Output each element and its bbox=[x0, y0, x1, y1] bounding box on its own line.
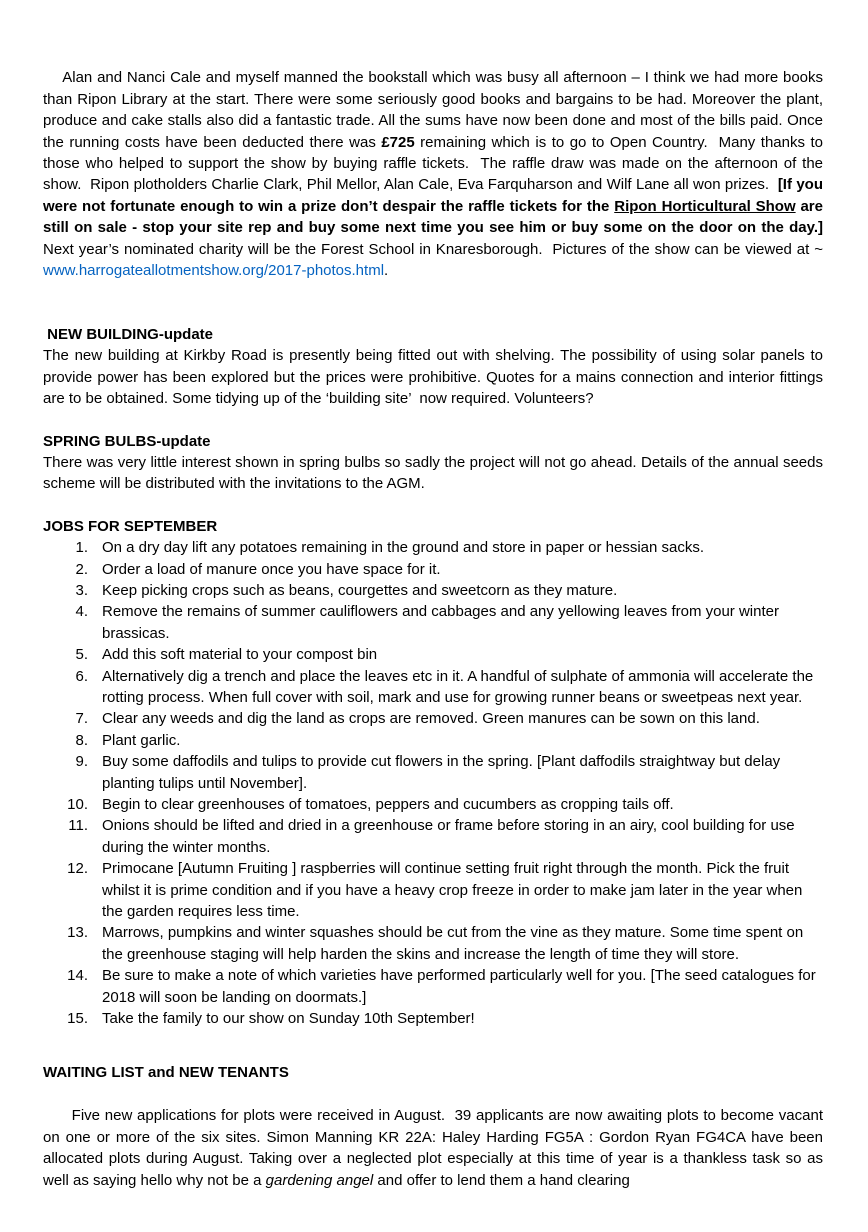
list-item-number: 9. bbox=[75, 753, 88, 771]
list-item bbox=[43, 922, 823, 965]
list-item bbox=[43, 580, 823, 601]
section-waiting-list bbox=[43, 1062, 828, 1212]
italic-run: gardening angel bbox=[265, 1171, 374, 1189]
text-run: Alan and Nanci Cale and myself manned the bookstall which was busy all afternoon – I think we had more books than Ripon Library at the start. There were some seriously good books and bargains to be had. Moreover the plant, produce and cake stalls also did a fantastic trade. All the sums have now been done and most of the bills paid. Once the running costs have been deducted there was bbox=[43, 69, 828, 151]
list-item bbox=[43, 794, 823, 815]
list-item-text: Be sure to make a note of which varieties have performed particularly well for you. [The seed catalogues for 2018 will soon be landing on doormats.] bbox=[102, 967, 816, 1006]
bold-notice-run: are still on sale - stop your site rep and buy some next time you see him or buy some on the door on the day.] bbox=[43, 197, 828, 237]
list-item-number: 15. bbox=[67, 1010, 88, 1028]
list-item-number: 7. bbox=[75, 710, 88, 728]
photos-link[interactable]: www.harrogateallotmentshow.org/2017-photos.html bbox=[43, 262, 385, 280]
intro-paragraph bbox=[43, 46, 832, 303]
list-item-text: Buy some daffodils and tulips to provide cut flowers in the spring. [Plant daffodils straightway but delay planting tulips until November]. bbox=[102, 753, 781, 792]
list-item-number: 8. bbox=[75, 731, 88, 749]
list-item-text: Add this soft material to your compost bin bbox=[102, 646, 378, 664]
list-item bbox=[43, 751, 823, 794]
list-item-text: Order a load of manure once you have space for it. bbox=[102, 560, 441, 578]
list-item-number: 2. bbox=[75, 560, 88, 578]
list-item-number: 6. bbox=[75, 667, 88, 685]
jobs-heading: JOBS FOR SEPTEMBER bbox=[43, 517, 218, 535]
waiting-list-body bbox=[43, 1084, 828, 1212]
text-run: . bbox=[384, 262, 389, 280]
list-item bbox=[43, 730, 823, 751]
list-item bbox=[43, 559, 823, 580]
list-item-text: Clear any weeds and dig the land as crops are removed. Green manures can be sown on this land. bbox=[102, 710, 760, 728]
list-item-text: Marrows, pumpkins and winter squashes should be cut from the vine as they mature. Some time spent on the greenhouse staging will help harden the skins and increase the length of time they will store. bbox=[102, 924, 804, 963]
list-item-number: 4. bbox=[75, 603, 88, 621]
list-item bbox=[43, 858, 823, 922]
list-item-text: Keep picking crops such as beans, courgettes and sweetcorn as they mature. bbox=[102, 581, 618, 599]
list-item-number: 11. bbox=[68, 817, 88, 835]
list-item bbox=[43, 1008, 823, 1029]
section-new-building bbox=[43, 324, 828, 410]
text-run: and offer to lend them a hand clearing bbox=[373, 1171, 630, 1189]
list-item-text: On a dry day lift any potatoes remaining in the ground and store in paper or hessian sacks. bbox=[102, 539, 705, 557]
list-item-text: Plant garlic. bbox=[102, 731, 181, 749]
list-item-text: Begin to clear greenhouses of tomatoes, peppers and cucumbers as cropping tails off. bbox=[102, 796, 674, 813]
section-spring-bulbs bbox=[43, 431, 828, 495]
list-item bbox=[43, 965, 823, 1008]
list-item bbox=[43, 644, 823, 665]
new-building-heading: NEW BUILDING-update bbox=[43, 325, 213, 343]
list-item-number: 13. bbox=[67, 924, 88, 942]
jobs-list bbox=[43, 537, 823, 1029]
show-name-underlined-run: Ripon Horticultural Show bbox=[614, 197, 796, 215]
list-item-text: Take the family to our show on Sunday 10th September! bbox=[102, 1010, 475, 1028]
list-item-number: 12. bbox=[67, 860, 88, 878]
list-item bbox=[43, 537, 823, 558]
text-run: remaining which is to go to Open Country. Many thanks to those who helped to support the show by buying raffle tickets. The raffle draw was made on the afternoon of the show. Ripon plotholders Charlie Clark, Phil Mellor, Alan Cale, Eva Farquharson and Wilf Lane all won prizes. bbox=[43, 133, 828, 194]
spring-bulbs-body: There was very little interest shown in spring bulbs so sadly the project will not go ahead. Details of the annual seeds scheme will be distributed with the invitations to the AGM. bbox=[43, 453, 828, 493]
text-run: Next year’s nominated charity will be the Forest School in Knaresborough. Pictures of the show can be viewed at ~ bbox=[43, 219, 832, 258]
list-item-number: 1. bbox=[75, 539, 88, 557]
list-item bbox=[43, 666, 823, 709]
section-jobs bbox=[43, 516, 823, 1030]
bold-notice-run: [If you were not fortunate enough to win a prize don’t despair the raffle tickets for the bbox=[43, 176, 828, 215]
new-building-body: The new building at Kirkby Road is presently being fitted out with shelving. The possibility of using solar panels to provide power has been explored but the prices were prohibitive. Quotes for a mains connection and interior fittings are to be obtained. Some tidying up of the ‘building site’ now required. Volunteers? bbox=[43, 347, 828, 408]
list-item-text: Remove the remains of summer cauliflowers and cabbages and any yellowing leaves from your winter brassicas. bbox=[102, 603, 779, 642]
list-item-text: Alternatively dig a trench and place the leaves etc in it. A handful of sulphate of ammonia will accelerate the rotting process. When full cover with soil, mark and use for growing runner beans or sweetpeas next year. bbox=[102, 667, 814, 706]
spring-bulbs-heading: SPRING BULBS-update bbox=[43, 432, 211, 450]
text-run: Five new applications for plots were received in August. 39 applicants are now awaiting plots to become vacant on one or more of the six sites. Simon Manning KR 22A: Haley Harding FG5A : Gordon Ryan FG4CA have been allocated plots during August. Taking over a neglected plot especially at this time of year is a thankless task so as well as saying hello why not be a bbox=[43, 1107, 828, 1189]
list-item bbox=[43, 708, 823, 729]
list-item bbox=[43, 815, 823, 858]
list-item-number: 3. bbox=[75, 581, 88, 599]
bold-amount-run: £725 bbox=[381, 133, 415, 151]
list-item-number: 10. bbox=[67, 796, 88, 813]
list-item bbox=[43, 601, 823, 644]
list-item-text: Primocane [Autumn Fruiting ] raspberries will continue setting fruit right through the month. Pick the fruit whilst it is prime condition and if you have a heavy crop freeze in order to make jam later in the year when the garden requires less time. bbox=[102, 860, 803, 921]
list-item-text: Onions should be lifted and dried in a greenhouse or frame before storing in an airy, cool building for use during the winter months. bbox=[102, 817, 795, 856]
list-item-number: 5. bbox=[75, 646, 88, 664]
list-item-number: 14. bbox=[67, 967, 88, 985]
waiting-list-heading: WAITING LIST and NEW TENANTS bbox=[43, 1064, 289, 1082]
